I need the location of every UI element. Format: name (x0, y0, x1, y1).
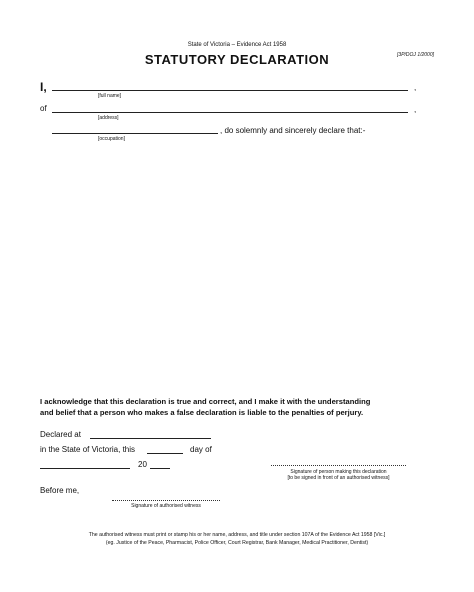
day-field[interactable] (147, 453, 183, 454)
page-title: STATUTORY DECLARATION (144, 52, 330, 67)
address-comma: , (414, 105, 417, 114)
witness-signature-caption: Signature of authorised witness (131, 503, 201, 509)
acknowledgement-line-1: I acknowledge that this declaration is true and correct, and I make it with the understanding (40, 397, 371, 406)
full-name-caption: [full name] (98, 93, 122, 99)
address-field[interactable] (52, 112, 408, 113)
form-reference-code: [3P/DOJ 1/2000] (397, 52, 434, 58)
declared-at-field[interactable] (90, 438, 211, 439)
address-caption: [address] (98, 115, 119, 121)
declarant-signature-note: [to be signed in front of an authorised witness] (287, 475, 390, 481)
month-field[interactable] (40, 468, 130, 469)
state-text: in the State of Victoria, this (40, 445, 136, 454)
footer-line-2: (eg. Justice of the Peace, Pharmacist, Police Officer, Court Registrar, Bank Manager, Medical Practitioner, Dentist) (105, 540, 369, 546)
footer-line-1: The authorised witness must print or stamp his or her name, address, and title under section 107A of the Evidence Act 1958 [Vic.] (88, 532, 386, 538)
of-label: of (40, 104, 47, 113)
witness-signature-field[interactable] (112, 500, 220, 501)
year-prefix: 20 (138, 460, 147, 469)
year-field[interactable] (150, 468, 170, 469)
declaration-body-area[interactable] (40, 150, 434, 380)
full-name-field[interactable] (52, 90, 408, 91)
act-line: State of Victoria – Evidence Act 1958 (187, 42, 287, 48)
acknowledgement-line-2: and belief that a person who makes a false declaration is liable to the penalties of perjury. (40, 408, 364, 417)
day-of-label: day of (190, 445, 212, 454)
occupation-caption: [occupation] (98, 136, 125, 142)
before-me-label: Before me, (40, 486, 80, 495)
i-label: I, (40, 80, 47, 94)
full-name-comma: , (414, 83, 417, 92)
declared-at-label: Declared at (40, 430, 81, 439)
declarant-signature-field[interactable] (271, 465, 406, 466)
declarant-signature-caption: Signature of person making this declaration (290, 469, 387, 475)
occupation-field[interactable] (52, 133, 218, 134)
declare-text: , do solemnly and sincerely declare that:- (220, 126, 366, 135)
